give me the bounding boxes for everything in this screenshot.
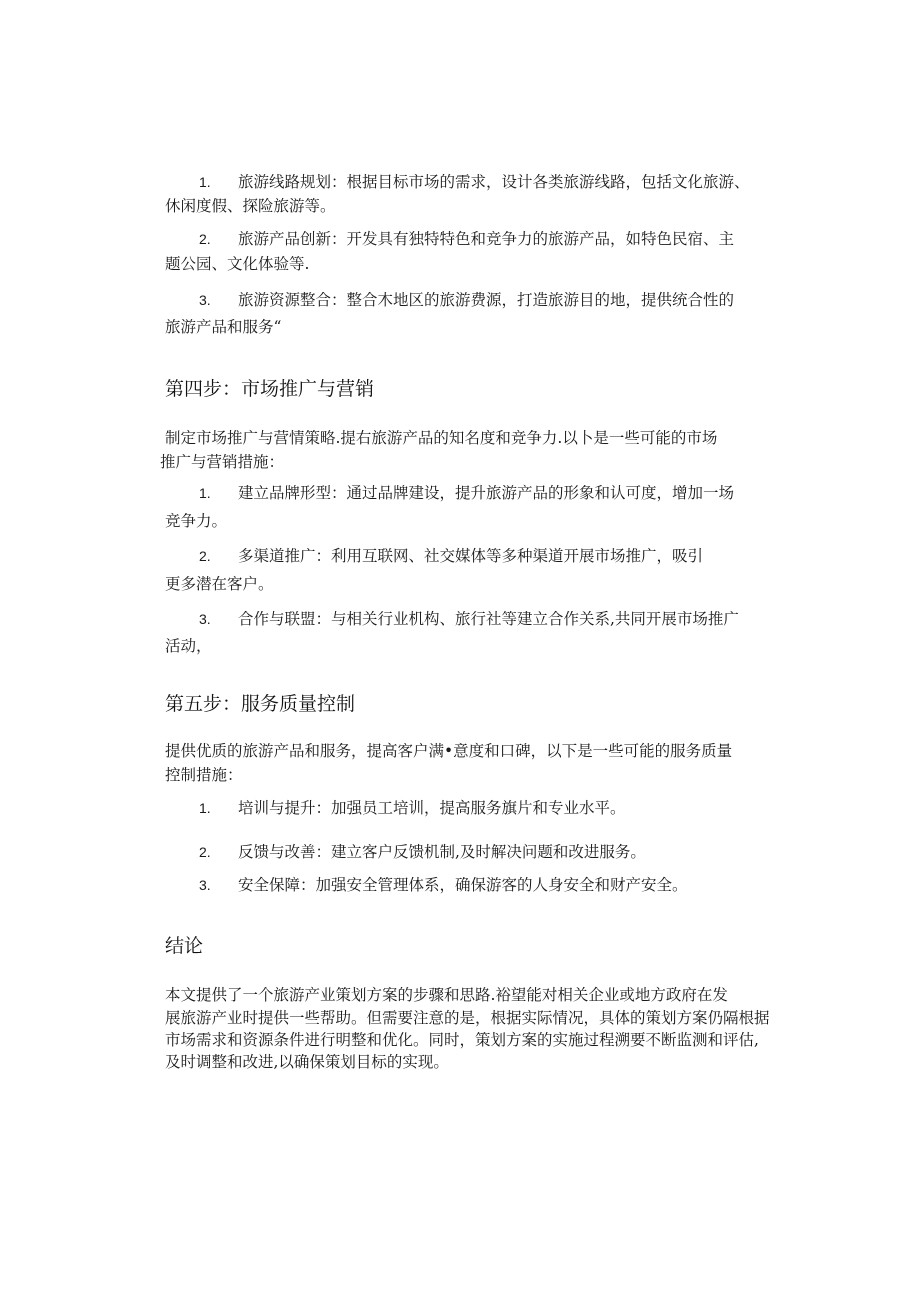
list-item-number: 3. — [199, 877, 211, 893]
paragraph-line: 市场需求和资源条件进行明整和优化。同时，策划方案的实施过程溯要不断监测和评估, — [165, 1031, 759, 1049]
list-item-text-continued: 题公园、文化体验等. — [165, 255, 310, 273]
list-item-number: 3. — [199, 292, 211, 308]
list-item-text-continued: 活动， — [165, 637, 212, 655]
list-item-text: 多渠道推广：利用互联网、社交媒体等多种渠道开展市场推广，吸引 — [238, 547, 704, 565]
list-item-text: 旅游线路规划：根据目标市场的需求，设计各类旅游线路，包括文化旅游、 — [238, 173, 750, 191]
list-item-text-continued: 旅游产品和服务“ — [165, 318, 282, 336]
list-item-text: 培训与提升：加强员工培训，提高服务旗片和专业水平。 — [238, 799, 626, 817]
list-item-number: 2. — [199, 548, 211, 564]
list-item-text-continued: 更多潜在客户。 — [165, 575, 274, 593]
section-heading-step5: 第五步：服务质量控制 — [165, 693, 356, 715]
section-heading-step4: 第四步：市场推广与营销 — [165, 378, 375, 400]
list-item-text: 反馈与改善：建立客户反馈机制,及时解决问题和改进服务。 — [238, 843, 646, 861]
list-item-text: 建立品牌形型：通过品牌建设，提升旅游产品的形象和认可度，增加一场 — [238, 484, 735, 502]
list-item-number: 2. — [199, 231, 211, 247]
paragraph-line: 展旅游产业时提供一些帮助。但需要注意的是，根据实际情况，具体的策划方案仍隔根据 — [165, 1009, 770, 1027]
list-item-number: 1. — [199, 485, 211, 501]
list-item-text-continued: 休闲度假、探险旅游等。 — [165, 197, 336, 215]
paragraph-line: 本文提供了一个旅游产业策划方案的步骤和思路.裕望能对相关企业或地方政府在发 — [165, 986, 728, 1004]
list-item-number: 2. — [199, 844, 211, 860]
section-intro-continued: 推广与营销措施： — [160, 453, 285, 471]
list-item-text: 安全保障：加强安全管理体系，确保游客的人身安全和财产安全。 — [238, 876, 688, 894]
list-item-text: 旅游资源整合：整合木地区的旅游费源，打造旅游目的地，提供统合性的 — [238, 291, 735, 309]
list-item-number: 1. — [199, 174, 211, 190]
section-intro: 制定市场推广与营情策略.提右旅游产品的知名度和竞争力.以卜是一些可能的市场 — [165, 429, 718, 447]
section-intro: 提供优质的旅游产品和服务，提高客户满•意度和口碑，以下是一些可能的服务质量 — [165, 742, 733, 760]
section-intro-continued: 控制措施： — [165, 766, 243, 784]
list-item-text: 合作与联盟：与相关行业机构、旅行社等建立合作关系,共同开展市场推广 — [238, 610, 739, 628]
paragraph-line: 及时调整和改进,以确保策划目标的实现。 — [165, 1053, 449, 1071]
list-item-number: 3. — [199, 611, 211, 627]
list-item-text-continued: 竞争力。 — [165, 512, 228, 530]
list-item-number: 1. — [199, 800, 211, 816]
section-heading-conclusion: 结论 — [165, 935, 204, 957]
list-item-text: 旅游产品创新：开发具有独特特色和竞争力的旅游产品，如特色民宿、主 — [238, 230, 735, 248]
